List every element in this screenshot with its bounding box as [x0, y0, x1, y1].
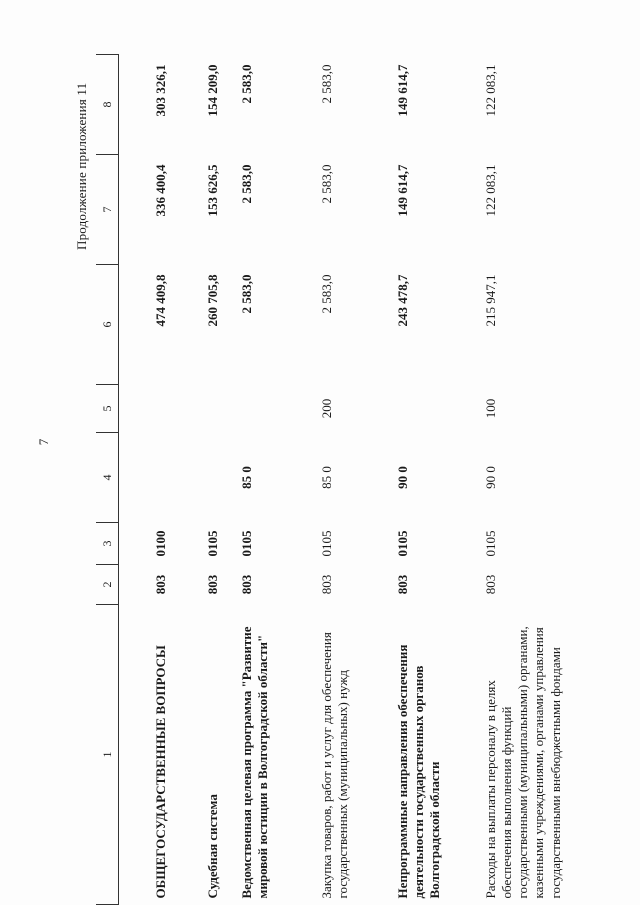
- section-code: 0105: [318, 530, 334, 557]
- column-header: 8: [96, 55, 119, 155]
- row-name: Непрограммные направления обеспечения деятельности государственных органов Волгоградской области: [394, 644, 442, 899]
- ministry-code: 803: [482, 574, 498, 595]
- amount-col7: 2 583,0: [318, 164, 334, 204]
- amount-col8: 303 326,1: [153, 64, 168, 117]
- amount-col6: 260 705,8: [204, 274, 220, 327]
- amount-col8: 154 209,0: [204, 64, 220, 117]
- ministry-code: 803: [153, 574, 168, 595]
- column-header: 1: [96, 605, 119, 905]
- target-item-code: [183, 433, 231, 523]
- table-row: [469, 55, 589, 905]
- row-name: Закупка товаров, работ и услуг для обеспечения государственных (муниципальных) нужд: [318, 632, 350, 899]
- table-row: [119, 55, 183, 905]
- amount-col8: 122 083,1: [482, 64, 498, 117]
- target-item-code: 85 0: [318, 466, 334, 489]
- amount-col7: 153 626,5: [204, 164, 220, 217]
- expense-type-code: [231, 385, 305, 433]
- row-name: Судебная система: [204, 794, 220, 899]
- ministry-code: 803: [394, 574, 410, 595]
- table-row: [381, 55, 469, 905]
- table-row: [231, 55, 305, 905]
- budget-table: [96, 54, 589, 905]
- row-name: Ведомственная целевая программа "Развитие мировой юстиции в Волгоградской области": [238, 626, 270, 899]
- amount-col6: 474 409,8: [153, 274, 168, 327]
- target-item-code: 90 0: [482, 466, 498, 489]
- target-item-code: [119, 433, 183, 523]
- section-code: 0105: [238, 530, 254, 557]
- amount-col8: 2 583,0: [238, 64, 254, 104]
- section-code: 0105: [482, 530, 498, 557]
- amount-col6: 243 478,7: [394, 274, 410, 327]
- amount-col6: 2 583,0: [318, 274, 334, 314]
- amount-col7: 336 400,4: [153, 164, 168, 217]
- table-row: [183, 55, 231, 905]
- amount-col7: 122 083,1: [482, 164, 498, 217]
- expense-type-code: 100: [482, 398, 498, 419]
- continuation-note: Продолжение приложения 11: [74, 82, 89, 250]
- page-number: 7: [36, 438, 51, 446]
- table-row: [305, 55, 381, 905]
- table-rotator: [96, 55, 616, 905]
- ministry-code: 803: [204, 574, 220, 595]
- column-header: 7: [96, 155, 119, 265]
- ministry-code: 803: [238, 574, 254, 595]
- ministry-code: 803: [318, 574, 334, 595]
- target-item-code: 85 0: [238, 466, 254, 489]
- expense-type-code: 200: [318, 398, 334, 419]
- column-header: 2: [96, 565, 119, 605]
- expense-type-code: [119, 385, 183, 433]
- column-header: 4: [96, 433, 119, 523]
- target-item-code: 90 0: [394, 466, 410, 489]
- row-name: ОБЩЕГОСУДАРСТВЕННЫЕ ВОПРОСЫ: [153, 645, 168, 899]
- amount-col7: 2 583,0: [238, 164, 254, 204]
- table-header-row: [96, 55, 119, 905]
- column-header: 3: [96, 523, 119, 565]
- section-code: 0105: [204, 530, 220, 557]
- amount-col6: 2 583,0: [238, 274, 254, 314]
- amount-col8: 149 614,7: [394, 64, 410, 117]
- expense-type-code: [381, 385, 469, 433]
- amount-col7: 149 614,7: [394, 164, 410, 217]
- expense-type-code: [183, 385, 231, 433]
- section-code: 0105: [394, 530, 410, 557]
- amount-col8: 2 583,0: [318, 64, 334, 104]
- row-name: Расходы на выплаты персоналу в целях обеспечения выполнения функций государственными (муниципальными) органами, казенными учреждениями, органами управления государственными внебюджетными фондами: [482, 626, 563, 899]
- column-header: 5: [96, 385, 119, 433]
- column-header: 6: [96, 265, 119, 385]
- amount-col6: 215 947,1: [482, 274, 498, 327]
- section-code: 0100: [153, 530, 168, 557]
